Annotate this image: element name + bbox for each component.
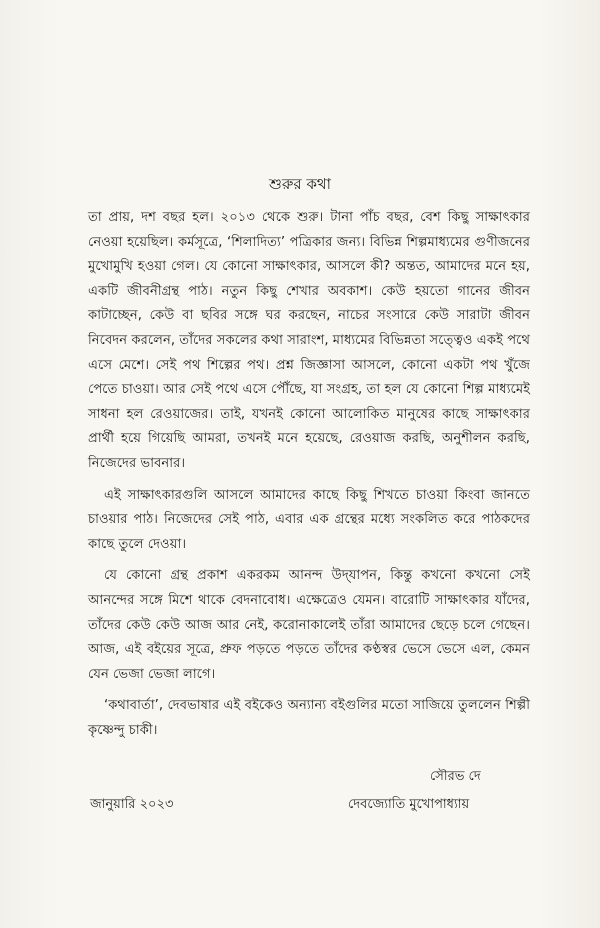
paragraph-4: ‘কথাবার্তা’, দেবভাষার এই বইকেও অন্যান্য বইগুলির মতো সাজিয়ে তুললেন শিল্পী কৃষ্ণেন্দু চাকী। (88, 698, 530, 738)
paragraph-2: এই সাক্ষাৎকারগুলি আসলে আমাদের কাছে কিছু শিখতে চাওয়া কিংবা জানতে চাওয়ার পাঠ। নিজেদের সেই পাঠ, এবার এক গ্রন্থের মধ্যে সংকলিত করে পাঠকদের কাছে তুলে দেওয়া। (88, 487, 530, 552)
date-line: জানুয়ারি ২০২৩ (90, 797, 174, 812)
signature-author-1: সৌরভ দে (430, 769, 481, 784)
signature-author-2: দেবজ্যোতি মুখোপাধ্যায় (348, 797, 470, 812)
paragraph-3: যে কোনো গ্রন্থ প্রকাশ একরকম আনন্দ উদ্‌যাপন, কিন্তু কখনো কখনো সেই আনন্দের সঙ্গে মিশে থাকে বেদনাবোধ। এক্ষেত্রেও যেমন। বারোটি সাক্ষাৎকার যাঁদের, তাঁদের কেউ কেউ আজ আর নেই, করোনাকালেই তাঁরা আমাদের ছেড়ে চলে গেছেন। আজ, এই বইয়ের সূত্রে, প্রুফ পড়তে পড়তে তাঁদের কণ্ঠস্বর ভেসে ভেসে এল, কেমন যেন ভেজা ভেজা লাগে। (88, 568, 530, 682)
paragraph-1: তা প্রায়, দশ বছর হল। ২০১৩ থেকে শুরু। টানা পাঁচ বছর, বেশ কিছু সাক্ষাৎকার নেওয়া হয়েছিল। কর্মসূত্রে, ‘শিলাদিত্য’ পত্রিকার জন্য। বিভিন্ন শিল্পমাধ্যমের গুণীজনের মুখোমুখি হওয়া গেল। যে কোনো সাক্ষাৎকার, আসলে কী? অন্তত, আমাদের মনে হয়, একটি জীবনীগ্রন্থ পাঠ। নতুন কিছু শেখার অবকাশ। কেউ হয়তো গানের জীবন কাটাচ্ছেন, কেউ বা ছবির সঙ্গে ঘর করছেন, নাচের সংসারে কেউ সারাটা জীবন নিবেদন করলেন, তাঁদের সকলের কথা সারাংশ, মাধ্যমের বিভিন্নতা সত্ত্বেও একই পথে এসে মেশে। সেই পথ শিল্পের পথ। প্রশ্ন জিজ্ঞাসা আসলে, কোনো একটা পথ খুঁজে পেতে চাওয়া। আর সেই পথে এসে পৌঁছে, যা সংগ্রহ, তা হল যে কোনো শিল্প মাধ্যমেই সাধনা হল রেওয়াজের। তাই, যখনই কোনো আলোকিত মানুষের কাছে সাক্ষাৎকার প্রার্থী হয়ে গিয়েছি আমরা, তখনই মনে হয়েছে, রেওয়াজ করছি, অনুশীলন করছি, নিজেদের ভাবনার। (88, 210, 530, 471)
page-title: শুরুর কথা (269, 175, 331, 193)
body-text (88, 206, 530, 743)
